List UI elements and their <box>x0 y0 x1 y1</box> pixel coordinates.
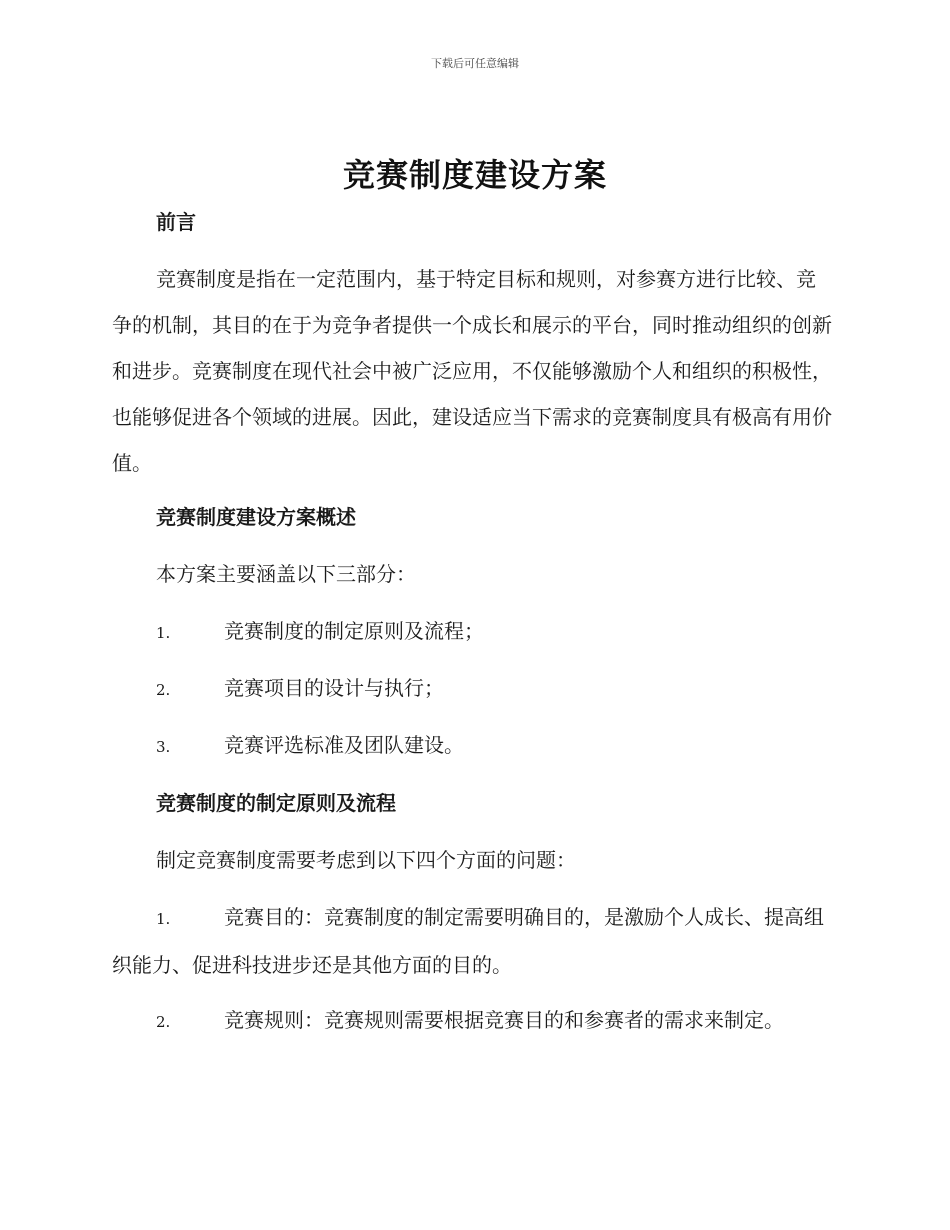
overview-intro: 本方案主要涵盖以下三部分： <box>156 562 416 586</box>
principles-intro: 制定竞赛制度需要考虑到以下四个方面的问题： <box>156 848 576 872</box>
list-item-text: 竞赛项目的设计与执行； <box>224 676 444 700</box>
list-item-text: 竞赛评选标准及团队建设。 <box>224 733 464 757</box>
list-item-text: 竞赛制度的制定原则及流程； <box>224 619 484 643</box>
document-title: 竞赛制度建设方案 <box>342 156 607 194</box>
list-item-number: 2. <box>156 681 171 699</box>
list-item-text: 竞赛目的：竞赛制度的制定需要明确目的，是激励个人成长、提高组织能力、促进科技进步还是其他方面的目的。 <box>112 905 824 977</box>
section-heading-overview: 竞赛制度建设方案概述 <box>156 505 356 529</box>
header-note: 下载后可任意编辑 <box>431 57 519 70</box>
list-item-number: 3. <box>156 738 171 756</box>
list-item <box>112 997 834 1045</box>
preface-paragraph: 竞赛制度是指在一定范围内，基于特定目标和规则，对参赛方进行比较、竞争的机制，其目的在于为竞争者提供一个成长和展示的平台，同时推动组织的创新和进步。竞赛制度在现代社会中被广泛应用，不仅能够激励个人和组织的积极性，也能够促进各个领域的进展。因此，建设适应当下需求的竞赛制度具有极高有用价值。 <box>112 267 832 475</box>
list-item-number: 1. <box>156 624 171 642</box>
list-item-number: 1. <box>156 910 171 928</box>
list-item <box>112 722 834 770</box>
section-heading-principles: 竞赛制度的制定原则及流程 <box>156 791 396 815</box>
list-item <box>112 665 834 713</box>
list-item <box>112 894 834 988</box>
list-item <box>112 608 834 656</box>
list-item-number: 2. <box>156 1013 171 1031</box>
section-heading-preface: 前言 <box>156 210 196 234</box>
list-item-text: 竞赛规则：竞赛规则需要根据竞赛目的和参赛者的需求来制定。 <box>224 1008 784 1032</box>
